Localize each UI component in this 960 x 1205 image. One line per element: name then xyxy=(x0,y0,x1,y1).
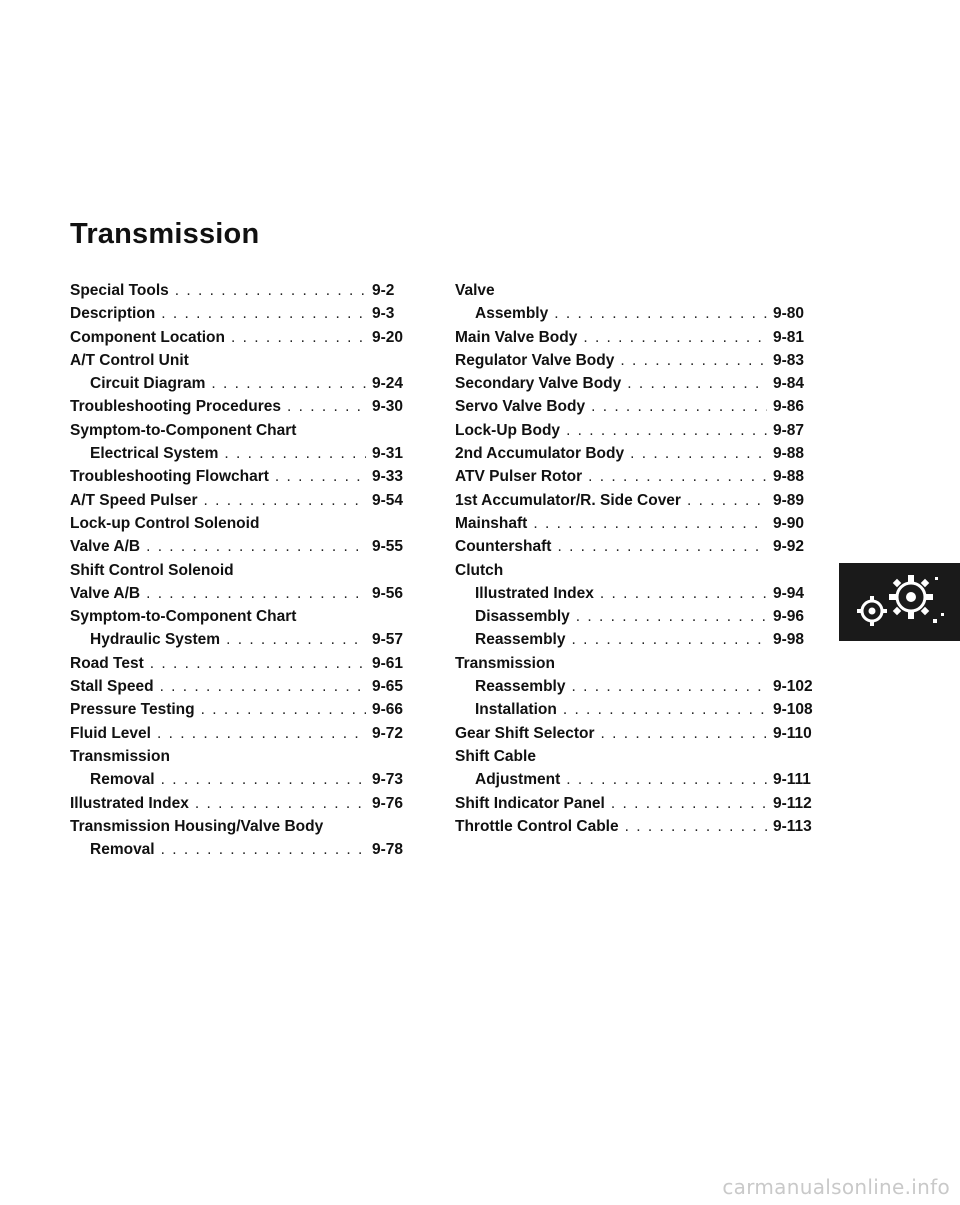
toc-entry xyxy=(70,701,416,719)
toc-entry-page: 9-90 xyxy=(773,514,805,532)
dot-leader xyxy=(203,492,366,510)
toc-entry xyxy=(70,468,416,486)
toc-column-right xyxy=(455,282,817,841)
toc-entry-label: Reassembly xyxy=(475,631,566,649)
toc-entry-page: 9-2 xyxy=(372,282,395,299)
toc-entry-page: 9-83 xyxy=(773,351,805,369)
toc-entry xyxy=(455,375,817,393)
toc-entry xyxy=(455,515,817,533)
toc-entry xyxy=(455,329,817,347)
toc-entry-label: Valve xyxy=(455,282,495,299)
toc-entry-page: 9-30 xyxy=(372,398,404,416)
dot-leader xyxy=(211,375,366,393)
toc-entry-label: Symptom-to-Component Chart xyxy=(70,421,297,439)
dot-leader xyxy=(571,631,767,649)
toc-entry-page: 9-96 xyxy=(773,608,805,626)
dot-leader xyxy=(146,585,366,603)
watermark-text: carmanualsonline.info xyxy=(722,1175,950,1199)
toc-entry xyxy=(70,655,416,673)
toc-entry-label: Removal xyxy=(90,771,155,789)
toc-entry xyxy=(455,608,817,626)
toc-entry xyxy=(455,352,817,370)
toc-heading xyxy=(455,562,817,580)
dot-leader xyxy=(195,795,366,813)
toc-entry-page: 9-24 xyxy=(372,375,404,393)
toc-entry xyxy=(455,305,817,323)
toc-entry-label: Clutch xyxy=(455,561,504,579)
toc-entry xyxy=(455,631,817,649)
toc-entry-page: 9-111 xyxy=(773,771,811,789)
toc-entry xyxy=(70,282,416,300)
toc-entry xyxy=(455,538,817,556)
dot-leader xyxy=(625,818,767,836)
toc-entry xyxy=(455,398,817,416)
toc-entry-label: Removal xyxy=(90,841,155,859)
toc-entry-label: Transmission xyxy=(70,747,170,765)
dot-leader xyxy=(554,305,767,323)
toc-entry-label: Stall Speed xyxy=(70,678,154,696)
toc-entry-label: Shift Indicator Panel xyxy=(455,794,605,812)
toc-entry-page: 9-113 xyxy=(773,817,812,835)
toc-entry xyxy=(455,725,817,743)
toc-entry-label: Adjustment xyxy=(475,771,561,789)
toc-entry-label: Circuit Diagram xyxy=(90,375,206,393)
dot-leader xyxy=(630,445,767,463)
toc-entry-label: Pressure Testing xyxy=(70,701,195,719)
toc-entry-label: Servo Valve Body xyxy=(455,398,586,416)
toc-entry-page: 9-33 xyxy=(372,468,404,486)
dot-leader xyxy=(146,538,366,556)
toc-entry xyxy=(455,818,817,836)
toc-entry xyxy=(70,492,416,510)
toc-entry xyxy=(70,398,416,416)
toc-entry-label: Transmission Housing/Valve Body xyxy=(70,817,324,835)
toc-entry-page: 9-112 xyxy=(773,794,812,812)
dot-leader xyxy=(175,282,366,300)
toc-entry xyxy=(70,445,416,463)
toc-entry-label: Lock-up Control Solenoid xyxy=(70,514,260,532)
toc-entry xyxy=(70,725,416,743)
toc-entry-page: 9-88 xyxy=(773,468,805,486)
dot-leader xyxy=(161,841,366,859)
toc-entry-label: Transmission xyxy=(455,654,555,672)
toc-entry-page: 9-61 xyxy=(372,654,404,672)
dot-leader xyxy=(287,398,366,416)
toc-entry xyxy=(70,631,416,649)
dot-leader xyxy=(533,515,767,533)
toc-heading xyxy=(70,515,416,533)
toc-entry xyxy=(455,701,817,719)
toc-entry-label: Troubleshooting Flowchart xyxy=(70,468,269,486)
toc-heading xyxy=(70,608,416,626)
toc-entry-label: Illustrated Index xyxy=(70,794,189,812)
toc-heading xyxy=(455,655,817,673)
dot-leader xyxy=(150,655,366,673)
toc-column-left xyxy=(70,282,416,864)
toc-entry-label: Special Tools xyxy=(70,282,169,299)
dot-leader xyxy=(161,771,366,789)
dot-leader xyxy=(161,305,366,323)
dot-leader xyxy=(687,492,767,510)
toc-entry-label: Countershaft xyxy=(455,538,552,556)
toc-entry-label: Component Location xyxy=(70,328,225,346)
toc-entry-page: 9-78 xyxy=(372,841,404,859)
dot-leader xyxy=(275,468,366,486)
toc-entry-label: Electrical System xyxy=(90,445,219,463)
toc-entry-label: Gear Shift Selector xyxy=(455,724,595,742)
toc-entry-label: Symptom-to-Component Chart xyxy=(70,608,297,626)
toc-entry xyxy=(70,841,416,859)
dot-leader xyxy=(563,701,767,719)
toc-entry xyxy=(70,795,416,813)
toc-entry-page: 9-20 xyxy=(372,328,404,346)
toc-entry-label: ATV Pulser Rotor xyxy=(455,468,583,486)
toc-entry-label: Lock-Up Body xyxy=(455,421,561,439)
toc-entry-page: 9-3 xyxy=(372,305,395,323)
dot-leader xyxy=(231,329,366,347)
toc-entry xyxy=(70,305,416,323)
toc-entry-label: Throttle Control Cable xyxy=(455,817,619,835)
toc-entry-label: Assembly xyxy=(475,305,549,323)
toc-entry-label: Secondary Valve Body xyxy=(455,375,622,393)
dot-leader xyxy=(611,795,767,813)
toc-entry xyxy=(455,678,817,696)
toc-entry-page: 9-84 xyxy=(773,375,805,393)
toc-heading xyxy=(70,818,416,836)
toc-entry xyxy=(455,422,817,440)
dot-leader xyxy=(583,329,767,347)
toc-entry-page: 9-102 xyxy=(773,678,813,696)
dot-leader xyxy=(201,701,366,719)
dot-leader xyxy=(566,771,767,789)
dot-leader xyxy=(620,352,767,370)
toc-entry-page: 9-80 xyxy=(773,305,805,323)
toc-entry-label: Installation xyxy=(475,701,557,719)
toc-entry xyxy=(70,771,416,789)
toc-entry-label: 2nd Accumulator Body xyxy=(455,445,625,463)
toc-entry-label: Shift Control Solenoid xyxy=(70,561,234,579)
toc-entry-label: A/T Control Unit xyxy=(70,351,189,369)
dot-leader xyxy=(160,678,366,696)
toc-entry-page: 9-94 xyxy=(773,584,805,602)
toc-entry xyxy=(455,445,817,463)
dot-leader xyxy=(601,725,767,743)
toc-entry-page: 9-87 xyxy=(773,421,805,439)
toc-entry-page: 9-108 xyxy=(773,701,813,719)
toc-entry-label: 1st Accumulator/R. Side Cover xyxy=(455,491,681,509)
toc-entry-page: 9-110 xyxy=(773,724,812,742)
toc-heading xyxy=(70,352,416,370)
dot-leader xyxy=(224,445,366,463)
dot-leader xyxy=(571,678,767,696)
toc-entry xyxy=(70,678,416,696)
toc-heading xyxy=(70,422,416,440)
toc-entry-page: 9-89 xyxy=(773,491,805,509)
gears-icon xyxy=(839,563,960,641)
toc-entry xyxy=(455,771,817,789)
toc-entry-page: 9-81 xyxy=(773,328,805,346)
toc-entry xyxy=(70,538,416,556)
toc-entry-page: 9-76 xyxy=(372,794,404,812)
toc-entry-page: 9-57 xyxy=(372,631,404,649)
toc-heading xyxy=(455,748,817,766)
dot-leader xyxy=(566,422,767,440)
dot-leader xyxy=(557,538,767,556)
toc-entry-label: Fluid Level xyxy=(70,724,151,742)
toc-entry-page: 9-55 xyxy=(372,538,404,556)
toc-entry-label: Mainshaft xyxy=(455,514,528,532)
toc-entry xyxy=(455,468,817,486)
dot-leader xyxy=(226,631,366,649)
toc-entry-page: 9-73 xyxy=(372,771,404,789)
toc-entry-page: 9-65 xyxy=(372,678,404,696)
toc-entry xyxy=(455,492,817,510)
dot-leader xyxy=(157,725,366,743)
toc-entry-page: 9-31 xyxy=(372,445,404,463)
toc-entry-label: Regulator Valve Body xyxy=(455,351,615,369)
toc-entry-page: 9-98 xyxy=(773,631,805,649)
toc-entry-label: Troubleshooting Procedures xyxy=(70,398,281,416)
dot-leader xyxy=(576,608,767,626)
toc-entry-page: 9-92 xyxy=(773,538,805,556)
toc-entry-page: 9-56 xyxy=(372,584,404,602)
toc-entry-page: 9-88 xyxy=(773,445,805,463)
toc-entry-page: 9-72 xyxy=(372,724,404,742)
toc-entry-label: Disassembly xyxy=(475,608,570,626)
toc-entry-page: 9-86 xyxy=(773,398,805,416)
toc-entry xyxy=(455,585,817,603)
toc-entry xyxy=(70,375,416,393)
dot-leader xyxy=(591,398,767,416)
toc-entry xyxy=(70,585,416,603)
toc-entry xyxy=(455,795,817,813)
toc-entry-label: A/T Speed Pulser xyxy=(70,491,198,509)
toc-entry-label: Valve A/B xyxy=(70,538,141,556)
dot-leader xyxy=(600,585,767,603)
toc-entry-label: Description xyxy=(70,305,156,323)
toc-entry-label: Illustrated Index xyxy=(475,584,594,602)
toc-entry-page: 9-66 xyxy=(372,701,404,719)
toc-heading xyxy=(455,282,817,300)
toc-entry xyxy=(70,329,416,347)
toc-entry-page: 9-54 xyxy=(372,491,404,509)
dot-leader xyxy=(588,468,767,486)
toc-entry-label: Hydraulic System xyxy=(90,631,221,649)
toc-heading xyxy=(70,748,416,766)
toc-entry-label: Reassembly xyxy=(475,678,566,696)
page-title: Transmission xyxy=(70,218,260,250)
toc-entry-label: Road Test xyxy=(70,654,144,672)
dot-leader xyxy=(627,375,767,393)
toc-heading xyxy=(70,562,416,580)
toc-entry-label: Shift Cable xyxy=(455,747,536,765)
toc-entry-label: Valve A/B xyxy=(70,584,141,602)
toc-entry-label: Main Valve Body xyxy=(455,328,578,346)
